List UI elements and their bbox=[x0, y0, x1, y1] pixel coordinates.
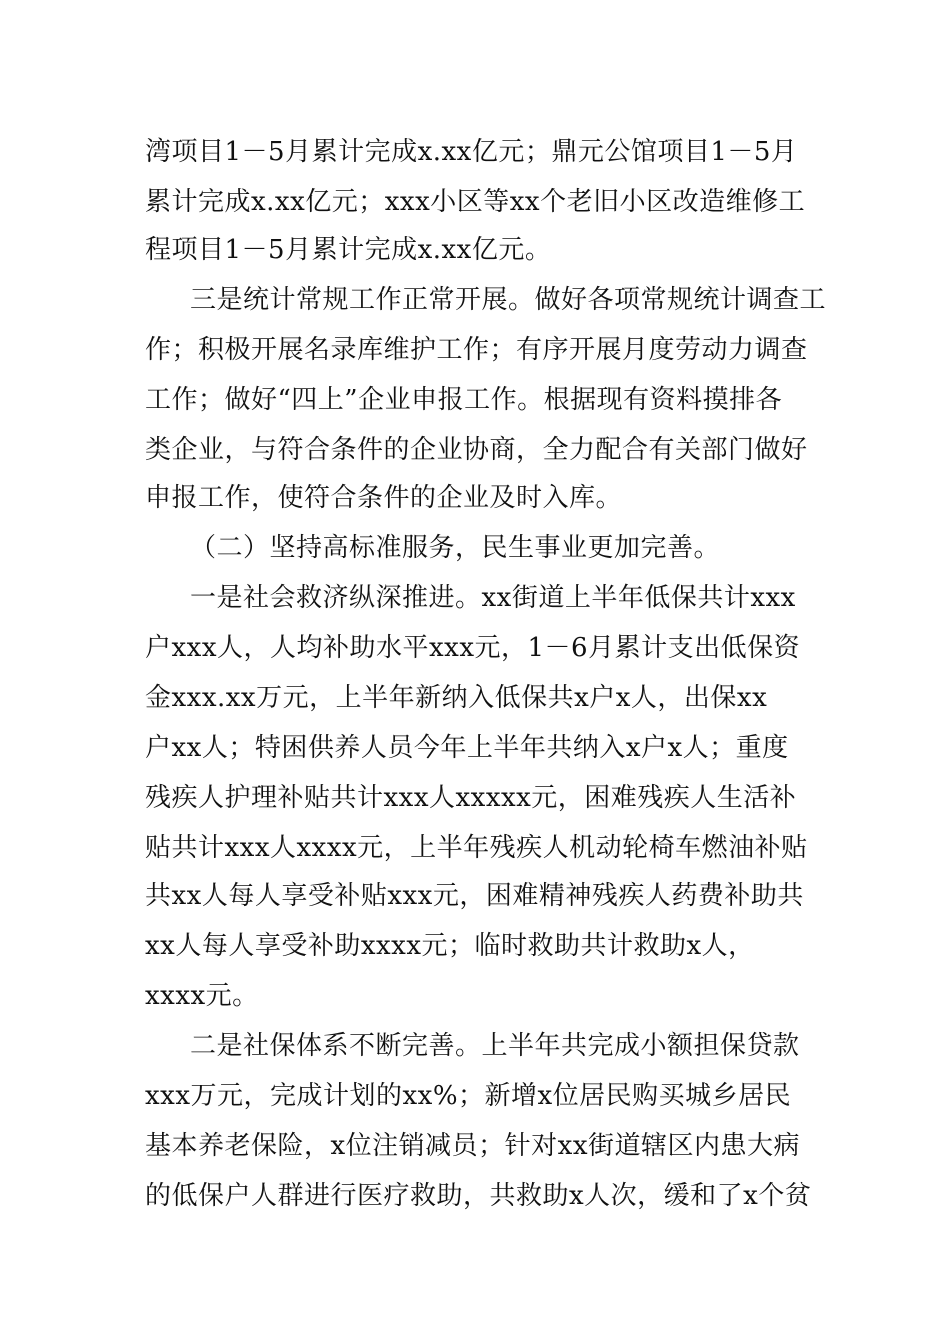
text-line: 申报工作，使符合条件的企业及时入库。 bbox=[145, 483, 623, 513]
text-line: 湾项目1－5月累计完成x.xx亿元；鼎元公馆项目1－5月 bbox=[145, 137, 798, 167]
text-line: 金xxx.xx万元，上半年新纳入低保共x户x人，出保xx bbox=[145, 683, 768, 713]
text-line: xxx万元，完成计划的xx%；新增x位居民购买城乡居民 bbox=[145, 1081, 792, 1111]
text-line: 程项目1－5月累计完成x.xx亿元。 bbox=[145, 235, 552, 265]
text-line: xxxx元。 bbox=[145, 981, 259, 1011]
text-line: xx人每人享受补助xxxx元；临时救助共计救助x人， bbox=[145, 931, 755, 961]
text-line: 共xx人每人享受补贴xxx元，困难精神残疾人药费补助共 bbox=[145, 881, 804, 911]
text-line: 户xxx人，人均补助水平xxx元，1－6月累计支出低保资 bbox=[145, 633, 801, 663]
text-line: 残疾人护理补贴共计xxx人xxxxx元，困难残疾人生活补 bbox=[145, 783, 797, 813]
text-line: 户xx人；特困供养人员今年上半年共纳入x户x人；重度 bbox=[145, 733, 789, 763]
paragraph-start-line: 一是社会救济纵深推进。xx街道上半年低保共计xxx bbox=[190, 583, 796, 613]
text-line: 累计完成x.xx亿元；xxx小区等xx个老旧小区改造维修工 bbox=[145, 187, 806, 217]
text-line: 类企业，与符合条件的企业协商，全力配合有关部门做好 bbox=[145, 435, 808, 465]
text-line: 的低保户人群进行医疗救助，共救助x人次，缓和了x个贫 bbox=[145, 1181, 812, 1211]
text-line: 贴共计xxx人xxxx元，上半年残疾人机动轮椅车燃油补贴 bbox=[145, 833, 808, 863]
paragraph-start-line: 三是统计常规工作正常开展。做好各项常规统计调查工 bbox=[190, 285, 827, 315]
paragraph-start-line: 二是社保体系不断完善。上半年共完成小额担保贷款 bbox=[190, 1031, 800, 1061]
text-line: 基本养老保险，x位注销减员；针对xx街道辖区内患大病 bbox=[145, 1131, 800, 1161]
section-heading: （二）坚持高标准服务，民生事业更加完善。 bbox=[190, 533, 721, 563]
text-line: 作；积极开展名录库维护工作；有序开展月度劳动力调查 bbox=[145, 335, 808, 365]
text-line: 工作；做好“四上”企业申报工作。根据现有资料摸排各 bbox=[145, 385, 783, 415]
